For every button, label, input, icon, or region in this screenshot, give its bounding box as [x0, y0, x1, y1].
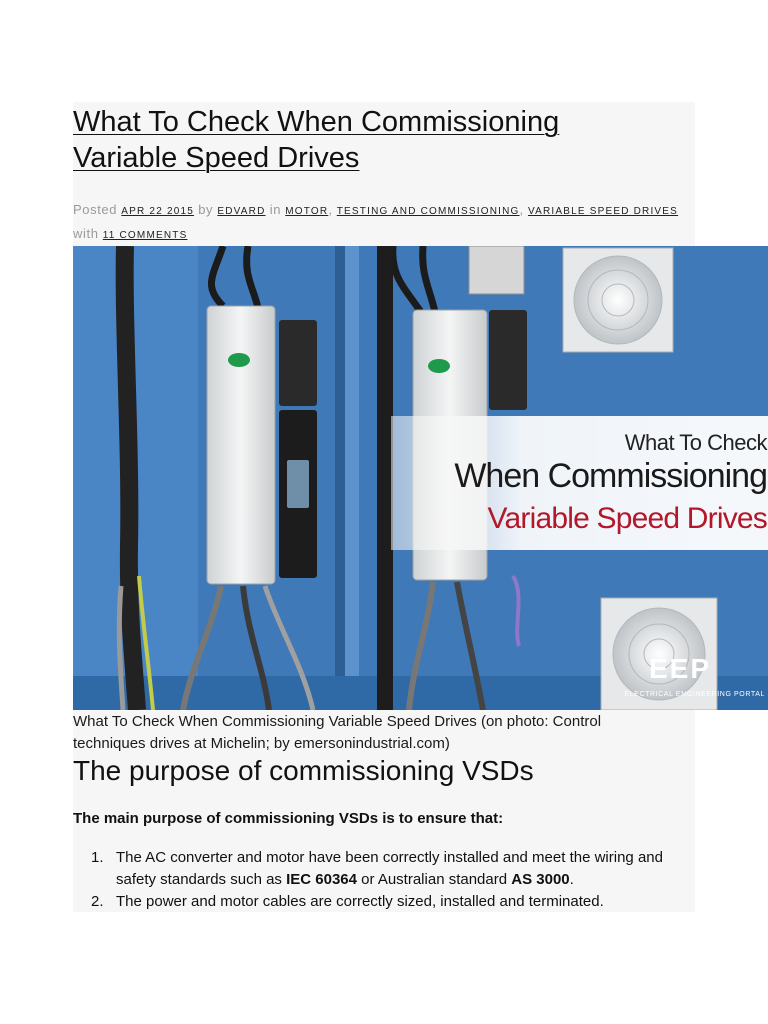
post-meta: [73, 199, 713, 247]
list-number: 2.: [91, 893, 104, 910]
article-title[interactable]: [73, 104, 633, 176]
author-link[interactable]: EDVARD: [217, 206, 266, 217]
list-text: The power and motor cables are correctly sized, installed and terminated.: [116, 893, 604, 910]
list-item: [73, 891, 698, 913]
lead-paragraph: The main purpose of commissioning VSDs is to ensure that:: [73, 810, 504, 827]
posted-label: Posted: [73, 202, 118, 217]
image-caption: What To Check When Commissioning Variable Speed Drives (on photo: Control techniques drives at Michelin; by emersonindustrial.com): [73, 713, 602, 752]
drive-1-indicator: [228, 353, 250, 367]
article-title-link[interactable]: What To Check When Commissioning Variable Speed Drives: [73, 106, 560, 174]
hero-line-1: What To Check: [624, 430, 767, 455]
with-label: with: [73, 226, 99, 241]
fan-grille-top: [563, 248, 673, 352]
category-link-testing[interactable]: TESTING AND COMMISSIONING: [336, 206, 520, 217]
category-link-vsd[interactable]: VARIABLE SPEED DRIVES: [527, 206, 679, 217]
cable-bundle-right: [377, 246, 393, 710]
drive-1-keypad: [287, 460, 309, 508]
eep-logo-subtitle: ELECTRICAL ENGINEERING PORTAL: [624, 691, 765, 698]
list-text: or Australian standard: [356, 871, 512, 888]
by-label: by: [198, 202, 214, 217]
category-link-motor[interactable]: MOTOR: [285, 206, 329, 217]
in-label: in: [269, 202, 282, 217]
post-date-link[interactable]: APR 22 2015: [121, 206, 194, 217]
post-meta-line-2: [73, 223, 713, 247]
list-text: The AC converter and motor have been correctly installed and meet the wiring and safety standards such as: [116, 849, 663, 888]
section-heading: The purpose of commissioning VSDs: [73, 755, 534, 786]
hero-line-2: When Commissioning: [454, 457, 767, 495]
comments-link[interactable]: 11 COMMENTS: [102, 230, 188, 241]
drive-2-indicator: [428, 359, 450, 373]
cabinet-divider-face: [345, 246, 359, 710]
purpose-list: [73, 847, 698, 913]
cabinet-divider: [335, 246, 345, 710]
hero-line-3: Variable Speed Drives: [487, 502, 767, 535]
list-number: 1.: [91, 849, 104, 866]
list-text: .: [569, 871, 574, 888]
standard-as: AS 3000: [511, 871, 570, 888]
eep-logo: EEP: [649, 653, 712, 684]
standard-iec: IEC 60364: [286, 871, 357, 888]
terminal-block: [469, 246, 524, 294]
post-meta-line-1: Posted APR 22 2015 by EDVARD in MOTOR, TESTING AND COMMISSIONING, VARIABLE SPEED DRIVES: [73, 202, 679, 217]
list-item: [73, 847, 698, 891]
hero-image: [73, 246, 768, 710]
